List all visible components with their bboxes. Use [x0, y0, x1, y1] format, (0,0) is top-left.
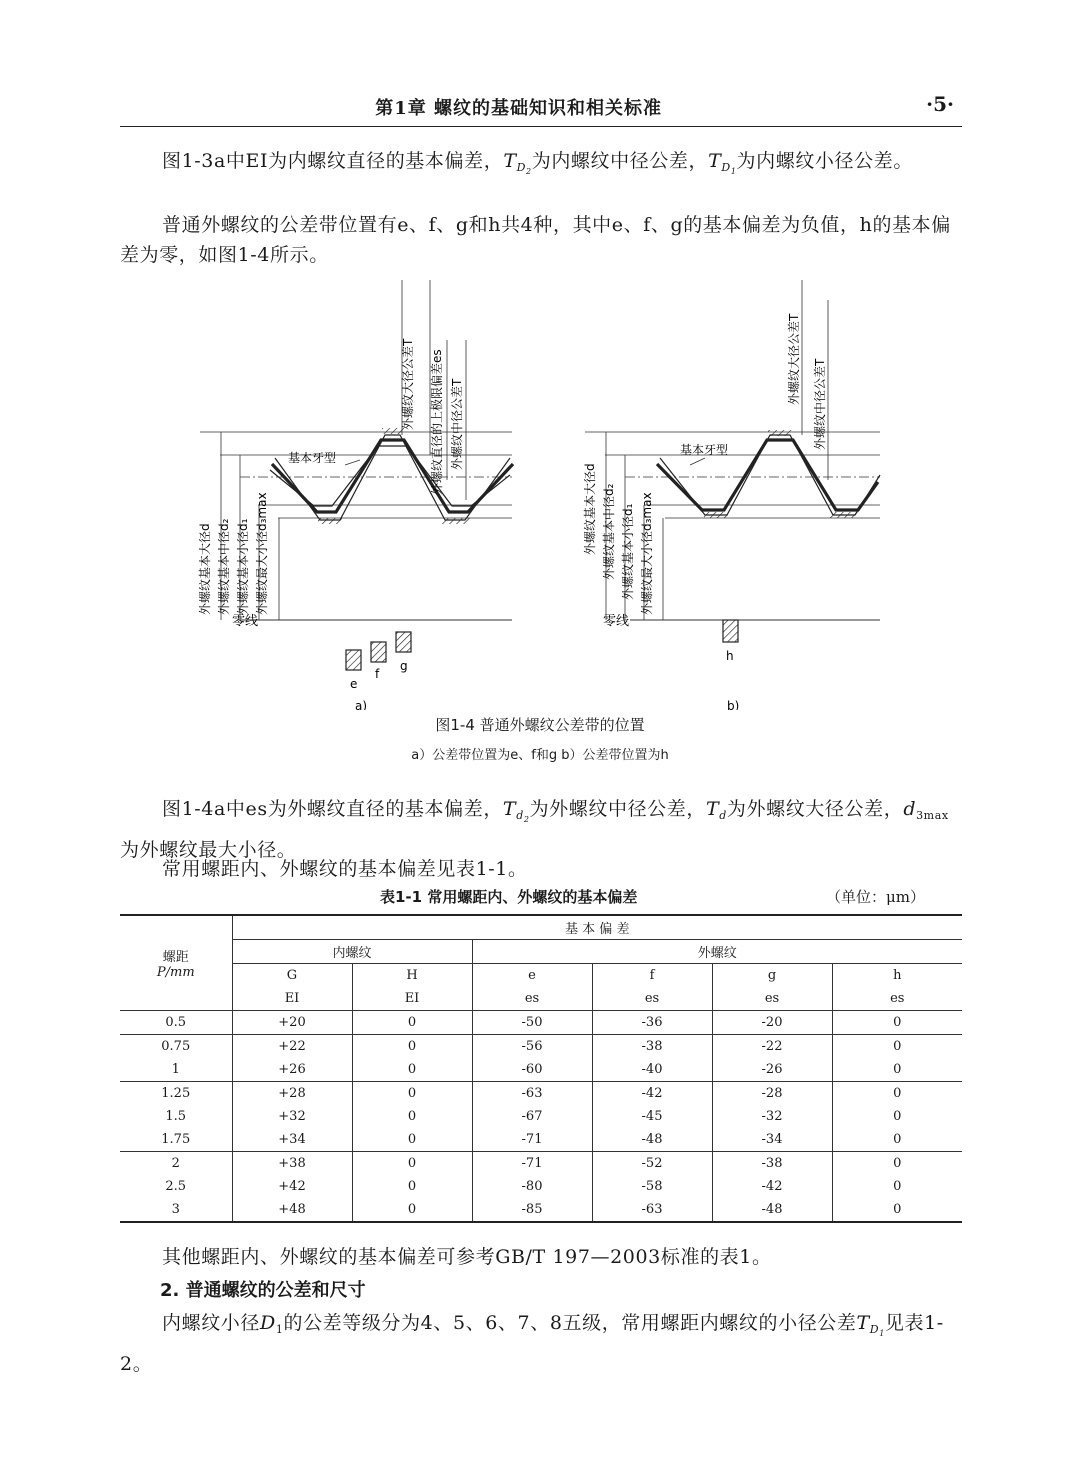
col-subheader: EI: [232, 987, 352, 1011]
p1-symbol-T: T: [503, 150, 517, 172]
table-cell: 1.75: [161, 1132, 191, 1147]
running-header: [120, 92, 962, 127]
table-cell: -80: [472, 1175, 592, 1198]
table-cell: +48: [232, 1198, 352, 1222]
p3-symbol-d3: d: [903, 798, 917, 820]
col-header: f: [592, 964, 712, 988]
table-row: [120, 1175, 962, 1198]
fig-b-label-td2: 外螺纹中径公差T: [813, 358, 827, 450]
paragraph-2: 普通外螺纹的公差带位置有e、f、g和h共4种，其中e、f、g的基本偏差为负值，h的基本偏差为零，如图1-4所示。: [120, 214, 951, 266]
header-pitch: [120, 915, 232, 1011]
figure-subtitle: a）公差带位置为e、f和g b）公差带位置为h: [411, 748, 669, 763]
fig-b-band-h: [723, 620, 738, 642]
p3-sub-d: d: [719, 809, 727, 822]
paragraph-4: 常用螺距内、外螺纹的基本偏差见表1-1。: [162, 858, 528, 880]
table-cell: 0: [352, 1011, 472, 1035]
header-internal: 内螺纹: [232, 940, 472, 964]
table-cell: 3: [171, 1202, 180, 1217]
table-cell: -28: [712, 1082, 832, 1106]
p3-text-a: 图1-4a中es为外螺纹直径的基本偏差，: [162, 798, 503, 820]
table-cell: 0: [352, 1082, 472, 1106]
table-cell: -48: [712, 1198, 832, 1222]
p6-symbol-D: D: [260, 1312, 276, 1334]
fig-b-label-d3max: 外螺纹最大小径d₃max: [640, 492, 654, 615]
table-cell: -67: [472, 1105, 592, 1128]
table-unit: （单位：μm）: [826, 888, 925, 906]
table-cell: 0: [352, 1152, 472, 1176]
p1-text-b: 为内螺纹中径公差，: [531, 150, 709, 172]
fig-b-label-td: 外螺纹大径公差T: [787, 313, 801, 405]
table-cell: 1: [171, 1062, 180, 1077]
figure-1-4: [0, 280, 1080, 710]
p3-sub-d2: d2: [516, 809, 530, 824]
col-subheader: es: [592, 987, 712, 1011]
paragraph-6: [120, 1308, 962, 1379]
col-subheader: es: [712, 987, 832, 1011]
col-header: g: [712, 964, 832, 988]
table-cell: +42: [232, 1175, 352, 1198]
table-cell: 0: [832, 1058, 962, 1082]
table-row: [120, 1035, 962, 1059]
table-cell: 0: [352, 1105, 472, 1128]
table-cell: -22: [712, 1035, 832, 1059]
table-cell: 0: [352, 1058, 472, 1082]
table-cell: -45: [592, 1105, 712, 1128]
figure-title: 图1-4 普通外螺纹公差带的位置: [435, 716, 645, 734]
table-cell: 0: [352, 1035, 472, 1059]
col-header: G: [232, 964, 352, 988]
table-cell: -71: [472, 1152, 592, 1176]
p3-text-b: 为外螺纹中径公差，: [529, 798, 706, 820]
col-subheader: EI: [352, 987, 472, 1011]
fig-b-tag: b): [727, 699, 740, 710]
table-cell: +20: [232, 1011, 352, 1035]
table-row: [120, 1105, 962, 1128]
p3-symbol-T: T: [502, 798, 517, 820]
fig-a-zero-line: 零线: [232, 614, 259, 629]
fig-b-zero-line: 零线: [603, 614, 630, 629]
table-cell: +26: [232, 1058, 352, 1082]
table-cell: -50: [472, 1011, 592, 1035]
fig-a-label-td2: 外螺纹中径公差T: [450, 378, 464, 470]
table-cell: -42: [592, 1082, 712, 1106]
table-title: 表1-1 常用螺距内、外螺纹的基本偏差: [380, 888, 638, 906]
paragraph-5: 其他螺距内、外螺纹的基本偏差可参考GB/T 197—2003标准的表1。: [162, 1246, 772, 1268]
chapter-title: 第1章 螺纹的基础知识和相关标准: [375, 98, 662, 119]
deviation-table: [120, 914, 962, 1223]
table-cell: 0: [352, 1198, 472, 1222]
table-cell: 0: [352, 1128, 472, 1152]
table-cell: 0: [832, 1035, 962, 1059]
fig-a-label-d2: 外螺纹基本中径d₂: [217, 518, 231, 615]
table-cell: -38: [592, 1035, 712, 1059]
p3-text-e: 为外螺纹最大小径。: [120, 839, 297, 861]
fig-b-basic-profile: 基本牙型: [680, 443, 729, 457]
table-cell: 0: [832, 1105, 962, 1128]
figure-a: [197, 280, 513, 710]
table-cell: 1.5: [165, 1109, 187, 1124]
fig-a-band-g: [396, 632, 411, 652]
p6-sub-1: 1: [275, 1323, 284, 1336]
table-cell: -38: [712, 1152, 832, 1176]
table-row: [120, 1198, 962, 1222]
p3-sub-3max: 3max: [916, 809, 949, 822]
fig-a-label-d3max: 外螺纹最大小径d₃max: [255, 492, 269, 615]
table-cell: 0: [832, 1128, 962, 1152]
table-cell: -32: [712, 1105, 832, 1128]
table-cell: 0: [832, 1082, 962, 1106]
table-cell: +38: [232, 1152, 352, 1176]
table-cell: 2.5: [165, 1179, 187, 1194]
fig-a-label-td: 外螺纹大径公差T: [401, 338, 415, 430]
table-row: [120, 1128, 962, 1152]
p6-sub-D1: D1: [869, 1323, 885, 1338]
header-basic-deviation: 基 本 偏 差: [232, 915, 962, 940]
table-cell: 0: [832, 1152, 962, 1176]
table-cell: 0: [832, 1198, 962, 1222]
p1-sub-D1: D1: [721, 161, 737, 176]
fig-b-label-d2: 外螺纹基本中径d₂: [602, 483, 616, 580]
header-external: 外螺纹: [472, 940, 962, 964]
table-cell: -52: [592, 1152, 712, 1176]
table-cell: -34: [712, 1128, 832, 1152]
fig-a-band-e: [346, 650, 361, 670]
table-cell: 0: [352, 1175, 472, 1198]
p6-text-c: 见表1-2。: [120, 1312, 944, 1375]
fig-a-letter-g: g: [400, 659, 408, 673]
table-cell: -56: [472, 1035, 592, 1059]
p3-text-c: 为外螺纹大径公差，: [726, 798, 904, 820]
fig-a-basic-profile: 基本牙型: [288, 451, 337, 465]
table-row: [120, 1058, 962, 1082]
table-cell: +22: [232, 1035, 352, 1059]
table-cell: +32: [232, 1105, 352, 1128]
table-cell: -42: [712, 1175, 832, 1198]
fig-a-letter-e: e: [350, 677, 358, 691]
table-cell: -85: [472, 1198, 592, 1222]
p1-sub-D: D2: [516, 161, 532, 176]
table-row: [120, 1011, 962, 1035]
table-cell: 1.25: [120, 1082, 232, 1106]
fig-a-letter-f: f: [375, 667, 380, 681]
table-cell: +28: [232, 1082, 352, 1106]
p1-symbol-T2: T: [708, 150, 722, 172]
table-cell: 0: [832, 1011, 962, 1035]
table-cell: +34: [232, 1128, 352, 1152]
page-number: ·5·: [926, 92, 954, 116]
col-header: e: [472, 964, 592, 988]
table-cell: 2: [120, 1152, 232, 1176]
paragraph-1: [120, 146, 962, 187]
p1-text-a: 图1-3a中EI为内螺纹直径的基本偏差，: [162, 150, 504, 172]
p3-symbol-T2: T: [705, 798, 720, 820]
table-cell: -60: [472, 1058, 592, 1082]
figure-b: [582, 280, 880, 710]
header-pitch-label: 螺距: [162, 950, 189, 965]
fig-a-label-d1: 外螺纹基本小径d₁: [236, 518, 250, 615]
table-cell: 0.5: [165, 1015, 187, 1030]
fig-a-label-es: 外螺纹直径的上极限偏差es: [430, 349, 444, 495]
header-pitch-unit: P/mm: [156, 965, 195, 980]
col-header: H: [352, 964, 472, 988]
table-row: [120, 1082, 962, 1106]
table-cell: -48: [592, 1128, 712, 1152]
table-row: [120, 1152, 962, 1176]
table-cell: -20: [712, 1011, 832, 1035]
fig-b-label-d: 外螺纹基本大径d: [583, 463, 597, 555]
table-cell: -63: [592, 1198, 712, 1222]
p6-symbol-T: T: [856, 1312, 870, 1334]
p6-text-a: 内螺纹小径: [162, 1312, 261, 1334]
table-cell: -40: [592, 1058, 712, 1082]
table-cell: -36: [592, 1011, 712, 1035]
fig-b-letter-h: h: [726, 649, 734, 663]
p1-text-c: 为内螺纹小径公差。: [736, 150, 913, 172]
col-subheader: es: [472, 987, 592, 1011]
fig-a-tag: a): [355, 699, 368, 710]
table-cell: -26: [712, 1058, 832, 1082]
fig-a-band-f: [371, 642, 386, 662]
fig-b-label-d1: 外螺纹基本小径d₁: [621, 503, 635, 600]
table-cell: -63: [472, 1082, 592, 1106]
table-cell: -58: [592, 1175, 712, 1198]
table-cell: 0.75: [120, 1035, 232, 1059]
section-heading: 2. 普通螺纹的公差和尺寸: [160, 1280, 366, 1301]
table-cell: 0: [832, 1175, 962, 1198]
col-subheader: es: [832, 987, 962, 1011]
table-cell: -71: [472, 1128, 592, 1152]
fig-a-label-d: 外螺纹基本大径d: [198, 523, 212, 615]
p6-text-b: 的公差等级分为4、5、6、7、8五级，常用螺距内螺纹的小径公差: [283, 1312, 857, 1334]
col-header: h: [832, 964, 962, 988]
